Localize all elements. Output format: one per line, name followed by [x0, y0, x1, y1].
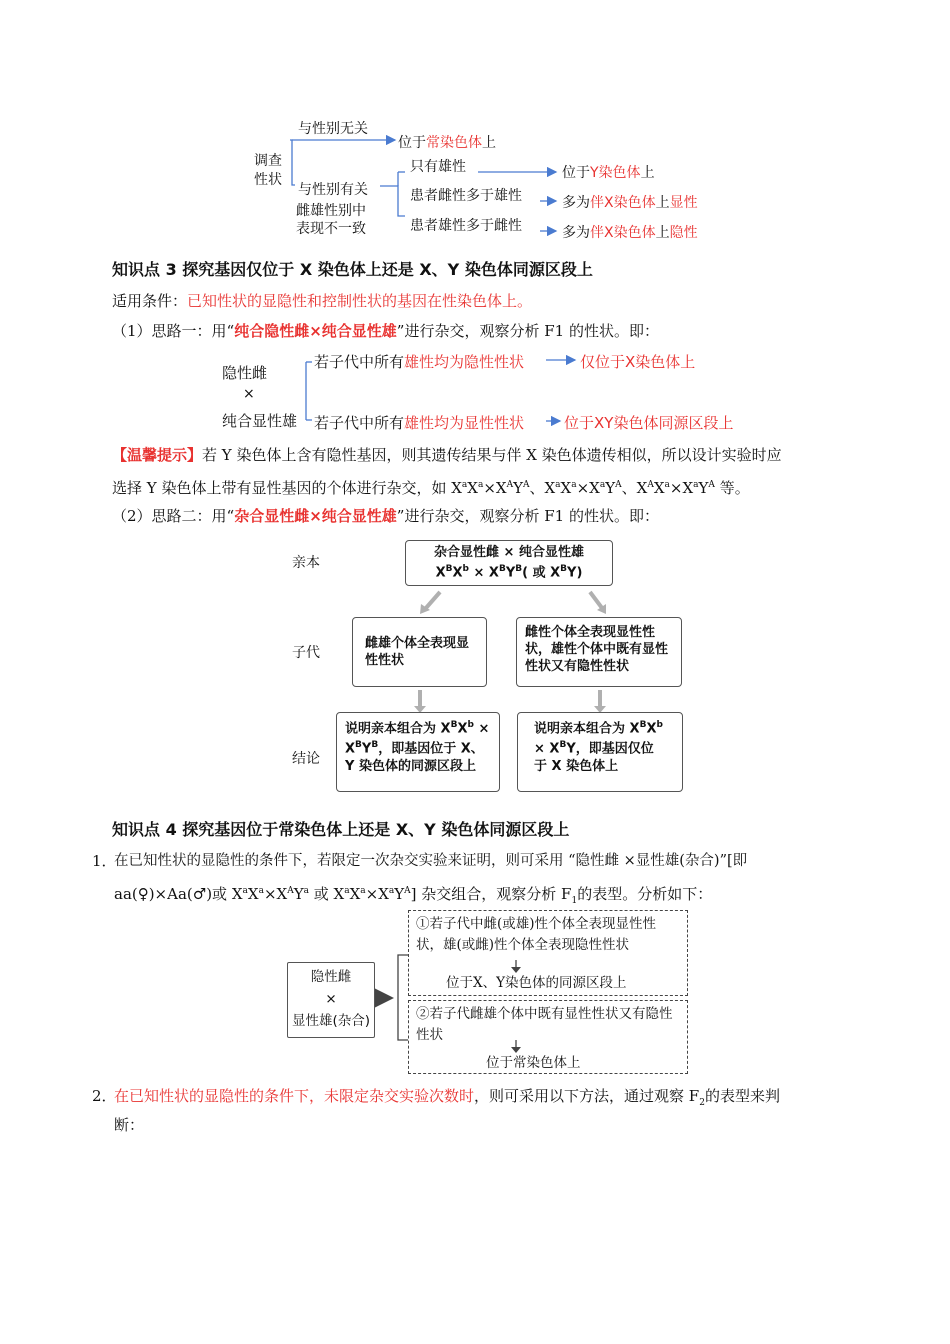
flow-parent-line2: $X^BX^b \times X^BY^B$( 或 $X^BY$): [435, 564, 583, 581]
tree-root: 调查 性状: [254, 153, 282, 188]
condition-line: [112, 290, 532, 312]
d1-if2-prefix: 若子代中所有: [314, 414, 405, 432]
sub-male-more: 患者雄性多于雌性: [410, 218, 522, 234]
idea2-line: [112, 505, 659, 527]
d3-case1-text: ①若子代中雌(或雄)性个体全表现显性性状，雄(或雌)性个体全表现隐性性状: [416, 916, 657, 953]
d1-cross: ×: [243, 386, 255, 402]
d1-res1: 仅位于X染色体上: [580, 353, 696, 371]
item1-line1: 在已知性状的显隐性的条件下，若限定一次杂交实验来证明，则可采用 “隐性雌 ×显性雄(杂合)”[即: [114, 853, 748, 869]
res-xd-mid: 上: [655, 195, 670, 211]
tip-line2: 选择 Y 染色体上带有显性基因的个体进行杂交，如 $X^aX^a\times X^AY^A$、$X^aX^a\times X^aY^A$、$X^AX^a\times X^aY^A$ 等。: [112, 479, 750, 497]
branch-unrelated: 与性别无关: [298, 121, 368, 137]
flow-concl-right-box: 说明亲本组合为 $X^BX^b \times X^BY$，即基因仅位于 X 染色体上: [517, 712, 683, 792]
section3-title: 知识点 3 探究基因仅位于 X 染色体上还是 X、Y 染色体同源区段上: [112, 260, 593, 279]
idea1-line: [112, 320, 659, 342]
result-autosome-red: 常染色体: [426, 135, 482, 151]
res-xr-red1: 伴X染色体: [590, 225, 656, 241]
flow-concl-right-a: 说明亲本组合为: [534, 721, 626, 737]
res-x-recessive: [562, 222, 698, 242]
res-xd-red1: 伴X染色体: [590, 195, 656, 211]
tip-label: 【温馨提示】: [112, 446, 203, 464]
res-xd-red2: 显性: [669, 195, 698, 211]
d3-parent-box: [287, 962, 375, 1038]
item1-num: 1．: [92, 852, 117, 870]
res-xr-mid: 上: [655, 225, 670, 241]
flow-concl-right-b: ，即基因仅位于 X 染色体上: [534, 741, 654, 774]
d1-if2-red: 雄性均为显性性状: [404, 414, 525, 432]
res-xr-red2: 隐性: [669, 225, 698, 241]
item2-line2: 断：: [114, 1116, 145, 1134]
d3-case2-result: 位于常染色体上: [486, 1055, 581, 1071]
idea1-suffix: ”进行杂交，观察分析 F1 的性状。即：: [396, 322, 659, 340]
d1-if1-prefix: 若子代中所有: [314, 353, 405, 371]
item1-line2-a: aa(♀)×Aa(♂)或 X: [114, 885, 243, 903]
d3-case2-text: ②若子代雌雄个体中既有显性性状又有隐性性状: [416, 1006, 673, 1043]
idea2-prefix: （2）思路二：用“: [112, 507, 235, 525]
idea2-suffix: ”进行杂交，观察分析 F1 的性状。即：: [396, 507, 659, 525]
flow-concl-left-a: 说明亲本组合为 X: [345, 721, 451, 737]
result-autosome-suffix: 上: [482, 135, 496, 151]
result-autosome-prefix: 位于: [398, 135, 426, 151]
d3-female: 隐性雌: [310, 969, 352, 985]
condition-red: 已知性状的显隐性和控制性状的基因在性染色体上。: [187, 292, 533, 310]
res-y-prefix: 位于: [562, 165, 590, 181]
item1-line2-b: ] 杂交组合，观察分析 F: [410, 885, 572, 903]
d1-if2: [314, 412, 524, 433]
condition-label: 适用条件：: [112, 292, 188, 310]
d1-female: 隐性雌: [222, 364, 268, 382]
item2-line1: 在已知性状的显隐性的条件下，未限定杂交实验次数时，则可采用以下方法，通过观察 $F_2$的表型来判: [114, 1087, 780, 1108]
flow-parent-box: [405, 540, 613, 586]
flow-concl-left-b: ，即基因位于 X、Y 染色体的同源区段上: [345, 741, 484, 774]
tip-line2-b: 等。: [719, 479, 750, 497]
idea2-red: 杂合显性雌×纯合显性雄: [234, 507, 397, 525]
d3-cross: ×: [325, 991, 337, 1007]
tip-line1: [112, 444, 782, 466]
res-y-suffix: 上: [640, 165, 655, 181]
flow-label-parent: 亲本: [292, 555, 320, 571]
res-y: [562, 162, 655, 182]
flow-concl-left-box: 说明亲本组合为 $X^BX^b \times X^BY^B$，即基因位于 X、Y 染色体的同源区段上: [336, 712, 500, 792]
item2-suffix-a: ，则可采用以下方法，通过观察 F: [474, 1087, 700, 1105]
flow-label-conclusion: 结论: [292, 751, 320, 767]
result-autosome: [398, 132, 496, 152]
flow-child-left-box: 雌雄个体全表现显性性状: [352, 617, 487, 687]
tip-line1-text: 若 Y 染色体上含有隐性基因，则其遗传结果与伴 X 染色体遗传相似，所以设计实验时应: [202, 446, 782, 464]
flow-parent-line1: 杂合显性雌 × 纯合显性雄: [434, 545, 584, 560]
item2-num: 2．: [92, 1087, 117, 1105]
flow-label-child: 子代: [292, 645, 320, 661]
d1-if1-red: 雄性均为隐性性状: [404, 353, 525, 371]
res-xr-prefix: 多为: [562, 225, 590, 241]
idea1-prefix: （1）思路一：用“: [112, 322, 235, 340]
d1-if1: [314, 351, 524, 372]
item2-suffix-b: 的表型来判: [704, 1087, 780, 1105]
item1-line2-c: 的表型。分析如下：: [577, 885, 713, 903]
branch-related: 与性别有关: [298, 182, 368, 198]
sub-male-only: 只有雄性: [410, 159, 466, 175]
d1-res2: 位于XY染色体同源区段上: [564, 414, 734, 432]
flow-child-right-box: 雌性个体全表现显性性状，雄性个体中既有显性性状又有隐性性状: [516, 617, 682, 687]
branch-diff: 雌雄性别中 表现不一致: [296, 203, 366, 237]
sub-female-more: 患者雌性多于雄性: [410, 188, 522, 204]
d3-case1-result: 位于X、Y染色体的同源区段上: [446, 975, 627, 991]
idea1-red: 纯合隐性雌×纯合显性雄: [234, 322, 397, 340]
d1-male: 纯合显性雄: [222, 412, 298, 430]
d3-male: 显性雄(杂合): [291, 1013, 371, 1029]
item1-line2: aa(♀)×Aa(♂)或 $X^aX^a\times X^AY^a$ 或 $X^aX^a\times X^aY^A$] 杂交组合，观察分析 $F_1$的表型。分析如下：: [114, 885, 713, 906]
section4-title: 知识点 4 探究基因位于常染色体上还是 X、Y 染色体同源区段上: [112, 820, 570, 839]
res-y-red: Y染色体: [590, 165, 641, 181]
item2-red: 在已知性状的显隐性的条件下，未限定杂交实验次数时: [114, 1087, 475, 1105]
res-xd-prefix: 多为: [562, 195, 590, 211]
res-x-dominant: [562, 192, 698, 212]
tip-line2-a: 选择 Y 染色体上带有显性基因的个体进行杂交，如 X: [112, 479, 462, 497]
